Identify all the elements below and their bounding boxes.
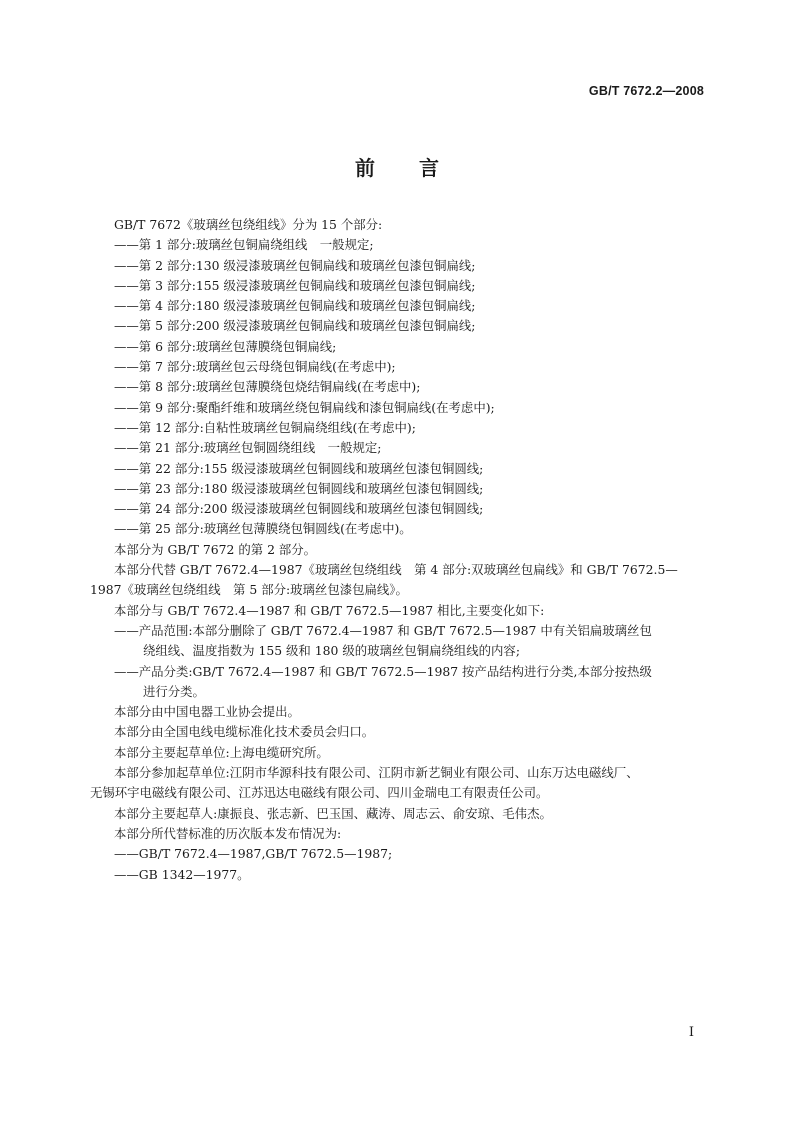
list-item-part-7: ——第 7 部分:玻璃丝包云母绕包铜扁线(在考虑中); (114, 359, 396, 375)
paragraph-replaces-line-1: 本部分代替 GB/T 7672.4—1987《玻璃丝包绕组线 第 4 部分:双玻璃丝包扁线》和 GB/T 7672.5— (114, 562, 678, 578)
list-item-scope-line-2: 绕组线、温度指数为 155 级和 180 级的玻璃丝包铜扁绕组线的内容; (143, 643, 520, 659)
list-item-scope-line-1: ——产品范围:本部分删除了 GB/T 7672.4—1987 和 GB/T 7672.5—1987 中有关铝扁玻璃丝包 (114, 622, 652, 638)
paragraph-centralized-by: 本部分由全国电线电缆标准化技术委员会归口。 (114, 724, 375, 740)
paragraph-history-intro: 本部分所代替标准的历次版本发布情况为: (114, 825, 342, 841)
list-item-part-9: ——第 9 部分:聚酯纤维和玻璃丝绕包铜扁线和漆包铜扁线(在考虑中); (114, 399, 495, 415)
list-item-part-2: ——第 2 部分:130 级浸漆玻璃丝包铜扁线和玻璃丝包漆包铜扁线; (114, 257, 476, 273)
paragraph-proposed-by: 本部分由中国电器工业协会提出。 (114, 704, 300, 720)
page-title: 前言 (355, 156, 483, 180)
paragraph-intro: GB/T 7672《玻璃丝包绕组线》分为 15 个部分: (114, 217, 383, 232)
list-item-part-5: ——第 5 部分:200 级浸漆玻璃丝包铜扁线和玻璃丝包漆包铜扁线; (114, 318, 476, 334)
list-item-part-6: ——第 6 部分:玻璃丝包薄膜绕包铜扁线; (114, 338, 337, 354)
paragraph-main-drafting-unit: 本部分主要起草单位:上海电缆研究所。 (114, 744, 329, 760)
list-item-part-12: ——第 12 部分:自粘性玻璃丝包铜扁绕组线(在考虑中); (114, 419, 416, 435)
paragraph-replaces-line-2: 1987《玻璃丝包绕组线 第 5 部分:玻璃丝包漆包扁线》。 (90, 582, 408, 598)
list-item-part-24: ——第 24 部分:200 级浸漆玻璃丝包铜圆线和玻璃丝包漆包铜圆线; (114, 501, 484, 517)
list-item-part-3: ——第 3 部分:155 级浸漆玻璃丝包铜扁线和玻璃丝包漆包铜扁线; (114, 277, 476, 293)
page-number: I (688, 1025, 694, 1040)
paragraph-part-statement: 本部分为 GB/T 7672 的第 2 部分。 (114, 541, 317, 557)
list-item-part-23: ——第 23 部分:180 级浸漆玻璃丝包铜圆线和玻璃丝包漆包铜圆线; (114, 480, 484, 496)
list-item-history-2: ——GB 1342—1977。 (114, 866, 250, 882)
list-item-part-1: ——第 1 部分:玻璃丝包铜扁绕组线 一般规定; (114, 237, 374, 253)
list-item-part-21: ——第 21 部分:玻璃丝包铜圆绕组线 一般规定; (114, 440, 382, 456)
list-item-part-4: ——第 4 部分:180 级浸漆玻璃丝包铜扁线和玻璃丝包漆包铜扁线; (114, 298, 476, 314)
list-item-history-1: ——GB/T 7672.4—1987,GB/T 7672.5—1987; (114, 846, 393, 862)
document-code: GB/T 7672.2—2008 (588, 84, 704, 98)
paragraph-changes-intro: 本部分与 GB/T 7672.4—1987 和 GB/T 7672.5—1987 相比,主要变化如下: (114, 602, 545, 618)
list-item-part-22: ——第 22 部分:155 级浸漆玻璃丝包铜圆线和玻璃丝包漆包铜圆线; (114, 460, 484, 476)
paragraph-drafters: 本部分主要起草人:康振良、张志新、巴玉国、藏涛、周志云、俞安琼、毛伟杰。 (114, 805, 552, 821)
paragraph-participating-units-line-1: 本部分参加起草单位:江阴市华源科技有限公司、江阴市新艺铜业有限公司、山东万达电磁线厂、 (114, 765, 639, 781)
list-item-classification-line-2: 进行分类。 (143, 683, 205, 699)
foreword-body (90, 215, 712, 885)
paragraph-participating-units-line-2: 无锡环宇电磁线有限公司、江苏迅达电磁线有限公司、四川金瑞电工有限责任公司。 (90, 785, 549, 801)
list-item-classification-line-1: ——产品分类:GB/T 7672.4—1987 和 GB/T 7672.5—1987 按产品结构进行分类,本部分按热级 (114, 663, 652, 679)
list-item-part-8: ——第 8 部分:玻璃丝包薄膜绕包烧结铜扁线(在考虑中); (114, 379, 421, 395)
list-item-part-25: ——第 25 部分:玻璃丝包薄膜绕包铜圆线(在考虑中)。 (114, 521, 412, 537)
